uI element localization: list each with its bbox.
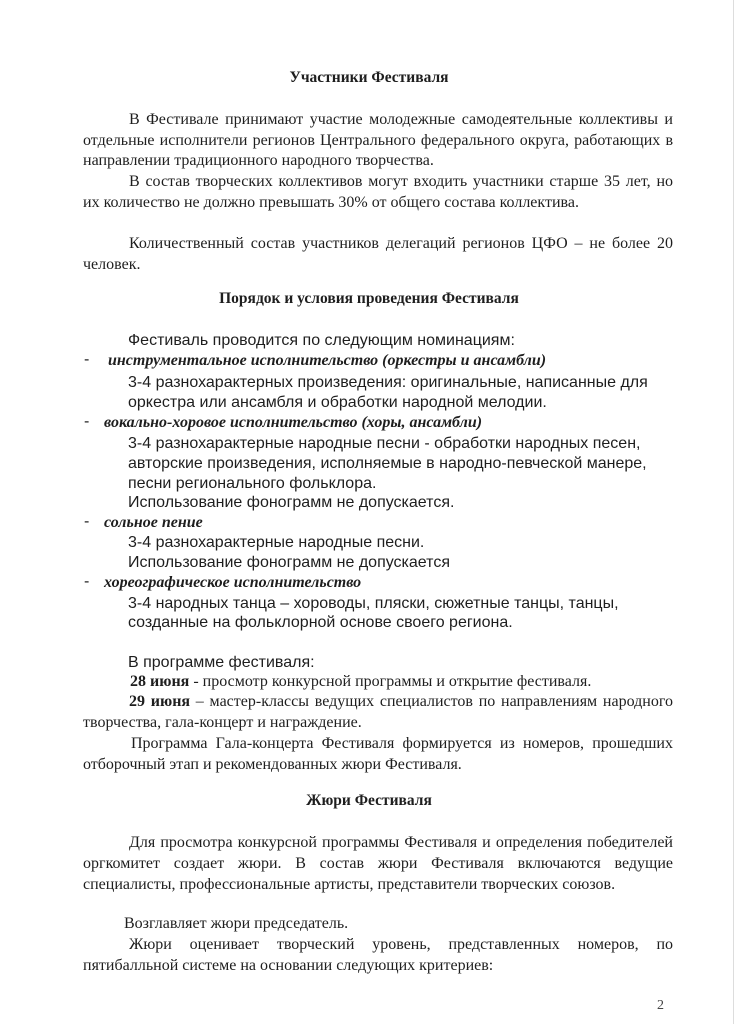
nomination-dash: - bbox=[84, 573, 90, 590]
nomination-line: 3-4 народных танца – хороводы, пляски, сюжетные танцы, танцы, bbox=[128, 595, 619, 612]
nomination-line: Использование фонограмм не допускается bbox=[128, 554, 450, 571]
jury-paragraph-2: Возглавляет жюри председатель. bbox=[124, 915, 349, 932]
nomination-line: песни регионального фольклора. bbox=[128, 475, 377, 492]
nomination-title-instrumental: инструментальное исполнительство (оркестры и ансамбли) bbox=[108, 352, 547, 369]
conditions-heading: Порядок и условия проведения Фестиваля bbox=[219, 290, 519, 307]
gala-paragraph: Программа Гала-концерта Фестиваля формируется из номеров, прошедших отборочный этап и рекомендованных жюри Фестиваля. bbox=[83, 735, 673, 773]
nominations-intro: Фестиваль проводится по следующим номинациям: bbox=[128, 332, 515, 349]
nomination-line: 3-4 разнохарактерных произведения: оригинальные, написанные для bbox=[128, 374, 648, 391]
program-day-2-text: – мастер-классы ведущих специалистов по направлениям народного творчества, гала-концерт и награждение. bbox=[83, 693, 673, 731]
nomination-title-solo: сольное пение bbox=[104, 514, 203, 531]
participants-heading: Участники Фестиваля bbox=[289, 69, 449, 86]
program-day-2 bbox=[83, 691, 673, 733]
program-day-1-text: - просмотр конкурсной программы и открытие фестиваля. bbox=[189, 673, 592, 690]
page-number: 2 bbox=[657, 998, 664, 1013]
nomination-line: оркестра или ансамбля и обработки народной мелодии. bbox=[128, 394, 547, 411]
participants-paragraph-1: В Фестивале принимают участие молодежные самодеятельные коллективы и отдельные исполнители регионов Центрального федерального округа, работающих в направлении традиционного народного творчества. bbox=[83, 111, 673, 169]
nomination-line: 3-4 разнохарактерные народные песни - обработки народных песен, bbox=[128, 435, 641, 452]
jury-paragraph-3: Жюри оценивает творческий уровень, представленных номеров, по пятибалльной системе на основании следующих критериев: bbox=[83, 936, 673, 974]
nomination-title-vocal: вокально-хоровое исполнительство (хоры, ансамбли) bbox=[104, 414, 483, 431]
nomination-line: авторские произведения, исполняемые в народно-певческой манере, bbox=[128, 455, 647, 472]
jury-heading: Жюри Фестиваля bbox=[306, 792, 432, 809]
scan-edge bbox=[733, 0, 734, 1024]
nomination-line: созданные на фольклорной основе своего региона. bbox=[128, 614, 513, 631]
program-day-1-date: 28 июня bbox=[130, 673, 190, 690]
program-day-1 bbox=[130, 672, 591, 692]
program-day-2-date: 29 июня bbox=[129, 693, 191, 710]
nomination-title-choreo: хореографическое исполнительство bbox=[104, 574, 362, 591]
program-intro: В программе фестиваля: bbox=[128, 654, 315, 671]
participants-paragraph-3: Количественный состав участников делегаций регионов ЦФО – не более 20 человек. bbox=[83, 235, 673, 273]
nomination-dash: - bbox=[84, 413, 90, 430]
nomination-dash: - bbox=[84, 351, 90, 368]
nomination-dash: - bbox=[84, 513, 90, 530]
nomination-line: Использование фонограмм не допускается. bbox=[128, 494, 455, 511]
nomination-line: 3-4 разнохарактерные народные песни. bbox=[128, 534, 425, 551]
participants-paragraph-2: В состав творческих коллективов могут входить участники старше 35 лет, но их количество не должно превышать 30% от общего состава коллектива. bbox=[83, 173, 673, 211]
jury-paragraph-1: Для просмотра конкурсной программы Фестиваля и определения победителей оргкомитет создает жюри. В состав жюри Фестиваля включаются ведущие специалисты, профессиональные артисты, представители творческих союзов. bbox=[83, 834, 673, 893]
